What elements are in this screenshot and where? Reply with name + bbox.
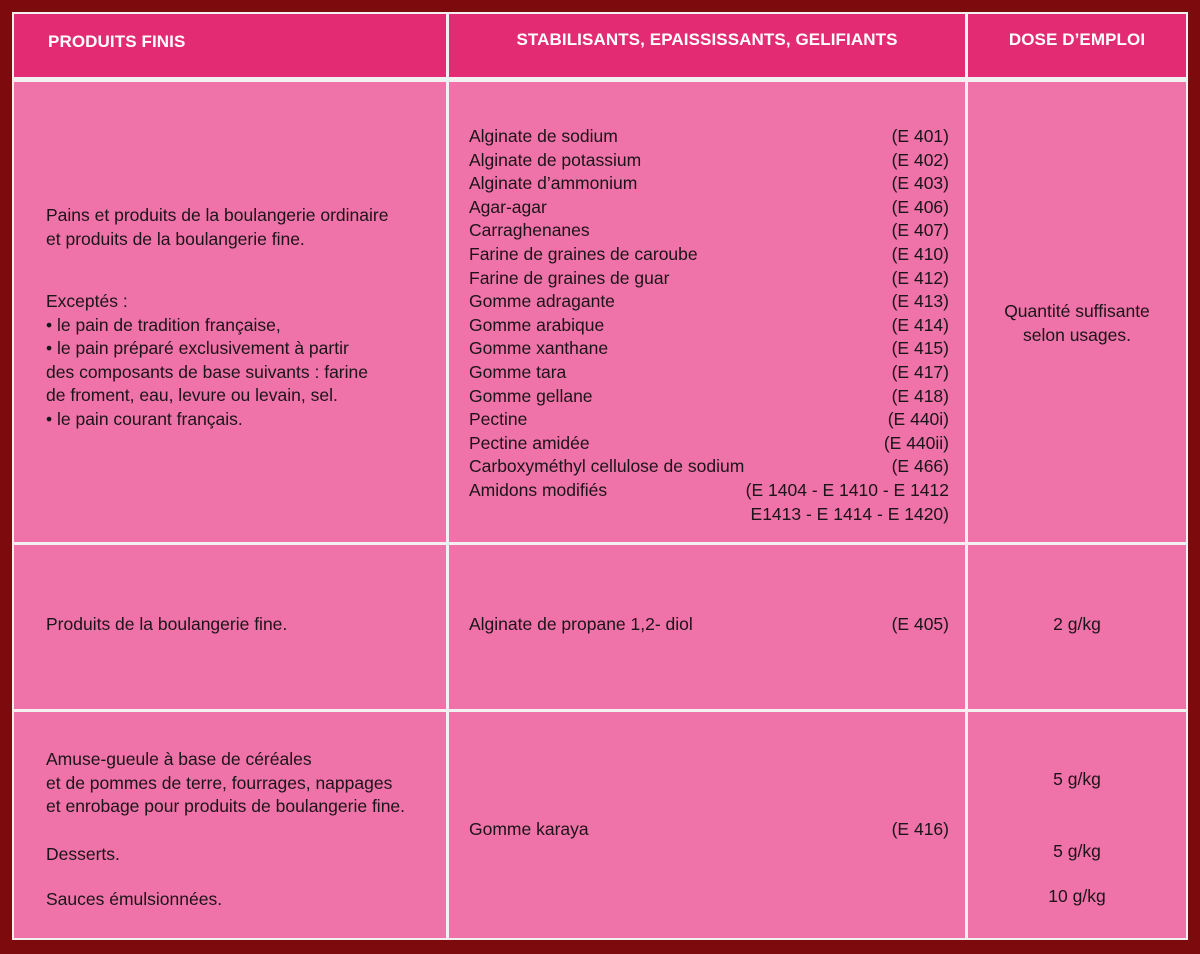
stabilisant-name: Alginate de propane 1,2- diol <box>469 614 693 634</box>
stabilisant-code: (E 466) <box>891 456 949 477</box>
header-stabilisants-label: STABILISANTS, EPAISSISSANTS, GELIFIANTS <box>516 29 898 49</box>
row3-produits-line: et de pommes de terre, fourrages, nappages <box>46 772 393 793</box>
row2-produits-text <box>46 613 287 637</box>
stabilisant-item <box>469 361 949 385</box>
row2-produits-line: Produits de la boulangerie fine. <box>46 614 288 634</box>
header-stabilisants <box>449 14 965 77</box>
stabilisant-item <box>469 479 949 503</box>
stabilisant-code: (E 418) <box>891 385 949 406</box>
stabilisant-code: (E 403) <box>891 173 949 194</box>
stabilisant-item <box>469 290 949 314</box>
row1-stabilisants-cell <box>449 82 965 542</box>
row3-produits-cell <box>14 712 446 938</box>
stabilisant-name: Amidons modifiés <box>469 479 608 500</box>
stabilisant-item <box>469 172 949 196</box>
row2-stabilisants-cell <box>449 545 965 709</box>
row1-produits-cell <box>14 82 446 542</box>
stabilisant-name: Farine de graines de caroube <box>469 243 698 264</box>
stabilisant-item <box>469 149 949 173</box>
stabilisant-item <box>469 196 949 220</box>
stabilisant-code: (E 440i) <box>887 409 949 430</box>
row2-dose-text <box>968 613 1186 637</box>
row1-exceptes-line: de froment, eau, levure ou levain, sel. <box>46 385 338 405</box>
stabilisant-code: (E 416) <box>891 819 949 839</box>
additives-table <box>12 12 1188 940</box>
row1-dose-line: selon usages. <box>1023 324 1131 345</box>
stabilisant-name: Alginate de potassium <box>469 149 642 170</box>
row3-sauces-line: Sauces émulsionnées. <box>46 889 223 909</box>
row3-stabilisants-list <box>469 818 949 842</box>
stabilisant-code: (E 414) <box>891 314 949 335</box>
stabilisant-name: Alginate de sodium <box>469 126 618 146</box>
header-produits-finis <box>14 14 446 77</box>
header-dose-emploi <box>968 14 1186 77</box>
row3-dose-line: 5 g/kg <box>1053 840 1101 861</box>
stabilisant-code: (E 415) <box>891 338 949 359</box>
stabilisant-item <box>469 613 949 637</box>
row1-dose-cell <box>968 82 1186 542</box>
stabilisant-item <box>469 267 949 291</box>
row3-produits-text <box>46 748 405 912</box>
stabilisant-code: E1413 - E 1414 - E 1420) <box>750 503 949 524</box>
row1-produits-line: et produits de la boulangerie fine. <box>46 228 305 249</box>
stabilisant-name: Gomme karaya <box>469 819 589 839</box>
stabilisant-item <box>469 125 949 149</box>
stabilisant-name: Gomme xanthane <box>469 338 609 359</box>
row1-dose-text <box>968 300 1186 347</box>
row3-produits-line: et enrobage pour produits de boulangerie fine. <box>46 796 406 816</box>
stabilisant-name: Gomme gellane <box>469 385 593 406</box>
stabilisant-code: (E 402) <box>891 149 949 170</box>
stabilisant-code: (E 401) <box>891 126 949 146</box>
row1-produits-line: Pains et produits de la boulangerie ordinaire <box>46 205 389 225</box>
row3-dose-text <box>968 768 1186 909</box>
stabilisant-item <box>469 219 949 243</box>
stabilisant-name: Gomme arabique <box>469 314 605 335</box>
row1-dose-line: Quantité suffisante <box>1004 301 1150 321</box>
stabilisant-code: (E 412) <box>891 267 949 288</box>
row3-dose-line: 5 g/kg <box>1053 769 1101 789</box>
row2-stabilisants-list <box>469 613 949 637</box>
stabilisant-name: Alginate d’ammonium <box>469 173 638 194</box>
stabilisant-name: Gomme tara <box>469 361 567 382</box>
stabilisant-code: (E 407) <box>891 220 949 241</box>
stabilisant-item <box>469 455 949 479</box>
stabilisant-name: Gomme adragante <box>469 291 615 312</box>
row1-exceptes-line: • le pain préparé exclusivement à partir <box>46 338 349 358</box>
row1-exceptes-line: Exceptés : <box>46 291 128 311</box>
stabilisant-item <box>469 385 949 409</box>
row2-dose-line: 2 g/kg <box>1053 614 1101 634</box>
stabilisant-item <box>469 503 949 527</box>
row3-produits-line: Amuse-gueule à base de céréales <box>46 749 312 769</box>
row3-dose-cell <box>968 712 1186 938</box>
stabilisant-item <box>469 337 949 361</box>
stabilisant-item <box>469 314 949 338</box>
header-dose-label: DOSE D’EMPLOI <box>1008 29 1146 49</box>
stabilisant-code: (E 406) <box>891 196 949 217</box>
stabilisant-name: Agar-agar <box>469 196 547 217</box>
stabilisant-name: Pectine amidée <box>469 432 590 453</box>
row1-produits-text <box>46 204 388 431</box>
stabilisant-code: (E 417) <box>891 361 949 382</box>
stabilisant-item <box>469 818 949 842</box>
row2-produits-cell <box>14 545 446 709</box>
stabilisant-code: (E 1404 - E 1410 - E 1412 <box>745 479 949 500</box>
stabilisant-item <box>469 243 949 267</box>
stabilisant-name: Carboxyméthyl cellulose de sodium <box>469 456 745 477</box>
stabilisant-name: Carraghenanes <box>469 220 590 241</box>
stabilisant-code: (E 440ii) <box>883 432 949 453</box>
stabilisant-name: Pectine <box>469 409 528 430</box>
row1-stabilisants-list <box>469 125 949 526</box>
row3-stabilisants-cell <box>449 712 965 938</box>
row1-exceptes-line: • le pain de tradition française, <box>46 314 281 335</box>
row2-dose-cell <box>968 545 1186 709</box>
stabilisant-code: (E 405) <box>891 614 949 634</box>
stabilisant-item <box>469 432 949 456</box>
stabilisant-code: (E 410) <box>891 243 949 264</box>
header-produits-label: PRODUITS FINIS <box>48 31 186 51</box>
stabilisant-item <box>469 408 949 432</box>
stabilisant-name: Farine de graines de guar <box>469 267 670 288</box>
stabilisant-code: (E 413) <box>891 291 949 312</box>
row1-exceptes-line: des composants de base suivants : farine <box>46 361 368 382</box>
row3-dose-line: 10 g/kg <box>1048 886 1106 906</box>
row3-desserts-line: Desserts. <box>46 843 120 864</box>
row1-exceptes-line: • le pain courant français. <box>46 408 243 429</box>
